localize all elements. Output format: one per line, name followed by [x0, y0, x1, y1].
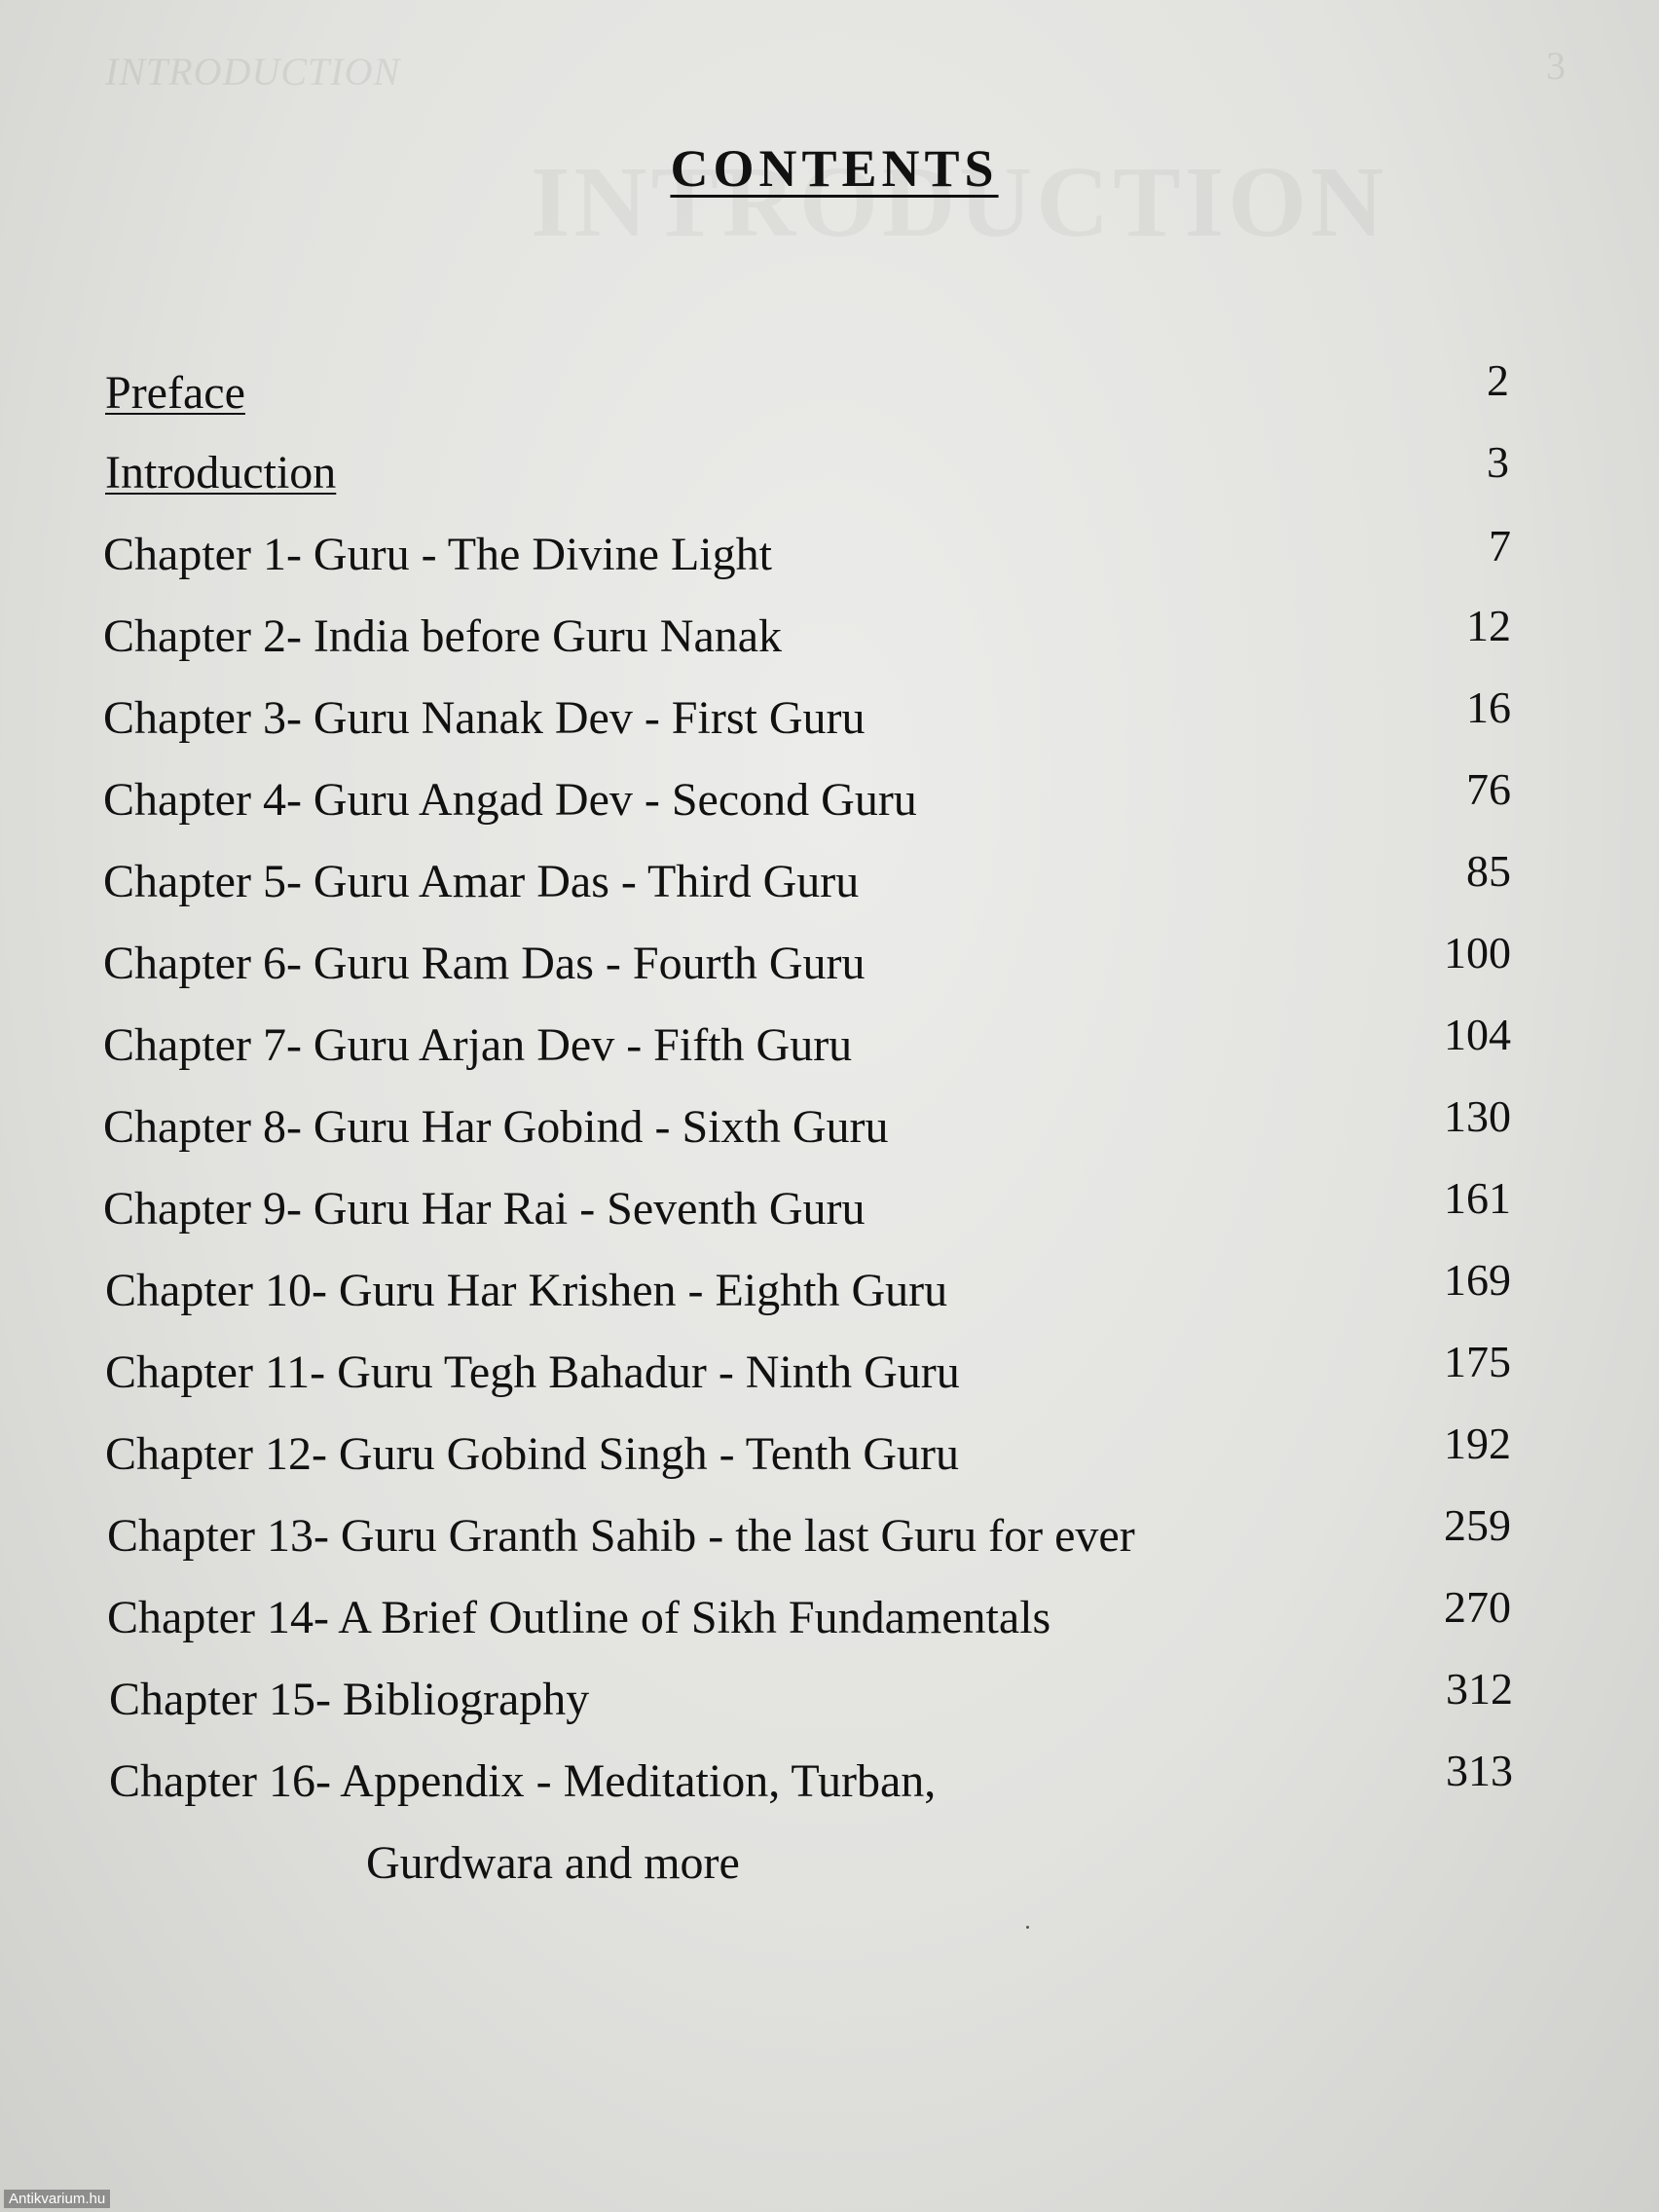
- toc-entry-page-chapter-6: 100: [1444, 928, 1511, 977]
- toc-entry-page-chapter-10: 169: [1444, 1255, 1511, 1305]
- toc-entry-title-chapter-15: Chapter 15- Bibliography: [109, 1674, 590, 1725]
- contents-title: CONTENTS: [670, 139, 999, 198]
- toc-entry-page-chapter-1: 7: [1489, 521, 1511, 571]
- toc-entry-title-chapter-5: Chapter 5- Guru Amar Das - Third Guru: [103, 856, 860, 907]
- toc-entry-page-chapter-4: 76: [1466, 764, 1511, 814]
- toc-entry-continuation-chapter-16: Gurdwara and more: [366, 1837, 740, 1889]
- toc-entry-page-chapter-15: 312: [1446, 1664, 1513, 1714]
- toc-entry-page-chapter-11: 175: [1444, 1337, 1511, 1386]
- toc-entry-page-chapter-2: 12: [1466, 601, 1511, 650]
- toc-entry-page-chapter-16: 313: [1446, 1746, 1513, 1795]
- toc-entry-page-chapter-13: 259: [1444, 1500, 1511, 1550]
- toc-entry-page-preface: 2: [1487, 355, 1509, 405]
- toc-entry-page-chapter-7: 104: [1444, 1010, 1511, 1059]
- running-head-title: INTRODUCTION: [105, 50, 401, 93]
- toc-entry-page-chapter-5: 85: [1466, 846, 1511, 896]
- toc-entry-title-chapter-12: Chapter 12- Guru Gobind Singh - Tenth Guru: [105, 1428, 959, 1480]
- toc-entry-page-chapter-12: 192: [1444, 1419, 1511, 1468]
- toc-entry-title-chapter-9: Chapter 9- Guru Har Rai - Seventh Guru: [103, 1183, 866, 1235]
- toc-entry-page-chapter-9: 161: [1444, 1173, 1511, 1223]
- toc-entry-title-chapter-16: Chapter 16- Appendix - Meditation, Turban,: [109, 1755, 937, 1807]
- toc-entry-title-chapter-7: Chapter 7- Guru Arjan Dev - Fifth Guru: [103, 1019, 853, 1071]
- toc-entry-title-chapter-1: Chapter 1- Guru - The Divine Light: [103, 529, 772, 580]
- toc-entry-page-introduction: 3: [1487, 437, 1509, 487]
- watermark: Antikvarium.hu: [4, 2190, 110, 2208]
- toc-entry-title-chapter-3: Chapter 3- Guru Nanak Dev - First Guru: [103, 692, 866, 744]
- running-head-page-number: 3: [1546, 44, 1566, 88]
- toc-entry-title-chapter-4: Chapter 4- Guru Angad Dev - Second Guru: [103, 774, 917, 826]
- toc-entry-page-chapter-3: 16: [1466, 682, 1511, 732]
- paper-speck: [1026, 1926, 1029, 1929]
- toc-entry-title-chapter-8: Chapter 8- Guru Har Gobind - Sixth Guru: [103, 1101, 889, 1153]
- toc-entry-title-chapter-13: Chapter 13- Guru Granth Sahib - the last Guru for ever: [107, 1510, 1135, 1562]
- toc-entry-title-chapter-10: Chapter 10- Guru Har Krishen - Eighth Guru: [105, 1265, 948, 1316]
- toc-entry-title-chapter-2: Chapter 2- India before Guru Nanak: [103, 610, 783, 662]
- toc-entry-title-introduction[interactable]: Introduction: [105, 447, 337, 498]
- toc-entry-title-chapter-6: Chapter 6- Guru Ram Das - Fourth Guru: [103, 938, 866, 989]
- toc-entry-title-chapter-11: Chapter 11- Guru Tegh Bahadur - Ninth Guru: [105, 1346, 960, 1398]
- toc-entry-page-chapter-8: 130: [1444, 1091, 1511, 1141]
- toc-entry-title-chapter-14: Chapter 14- A Brief Outline of Sikh Fundamentals: [107, 1592, 1051, 1643]
- toc-entry-title-preface[interactable]: Preface: [105, 367, 245, 419]
- toc-entry-page-chapter-14: 270: [1444, 1582, 1511, 1632]
